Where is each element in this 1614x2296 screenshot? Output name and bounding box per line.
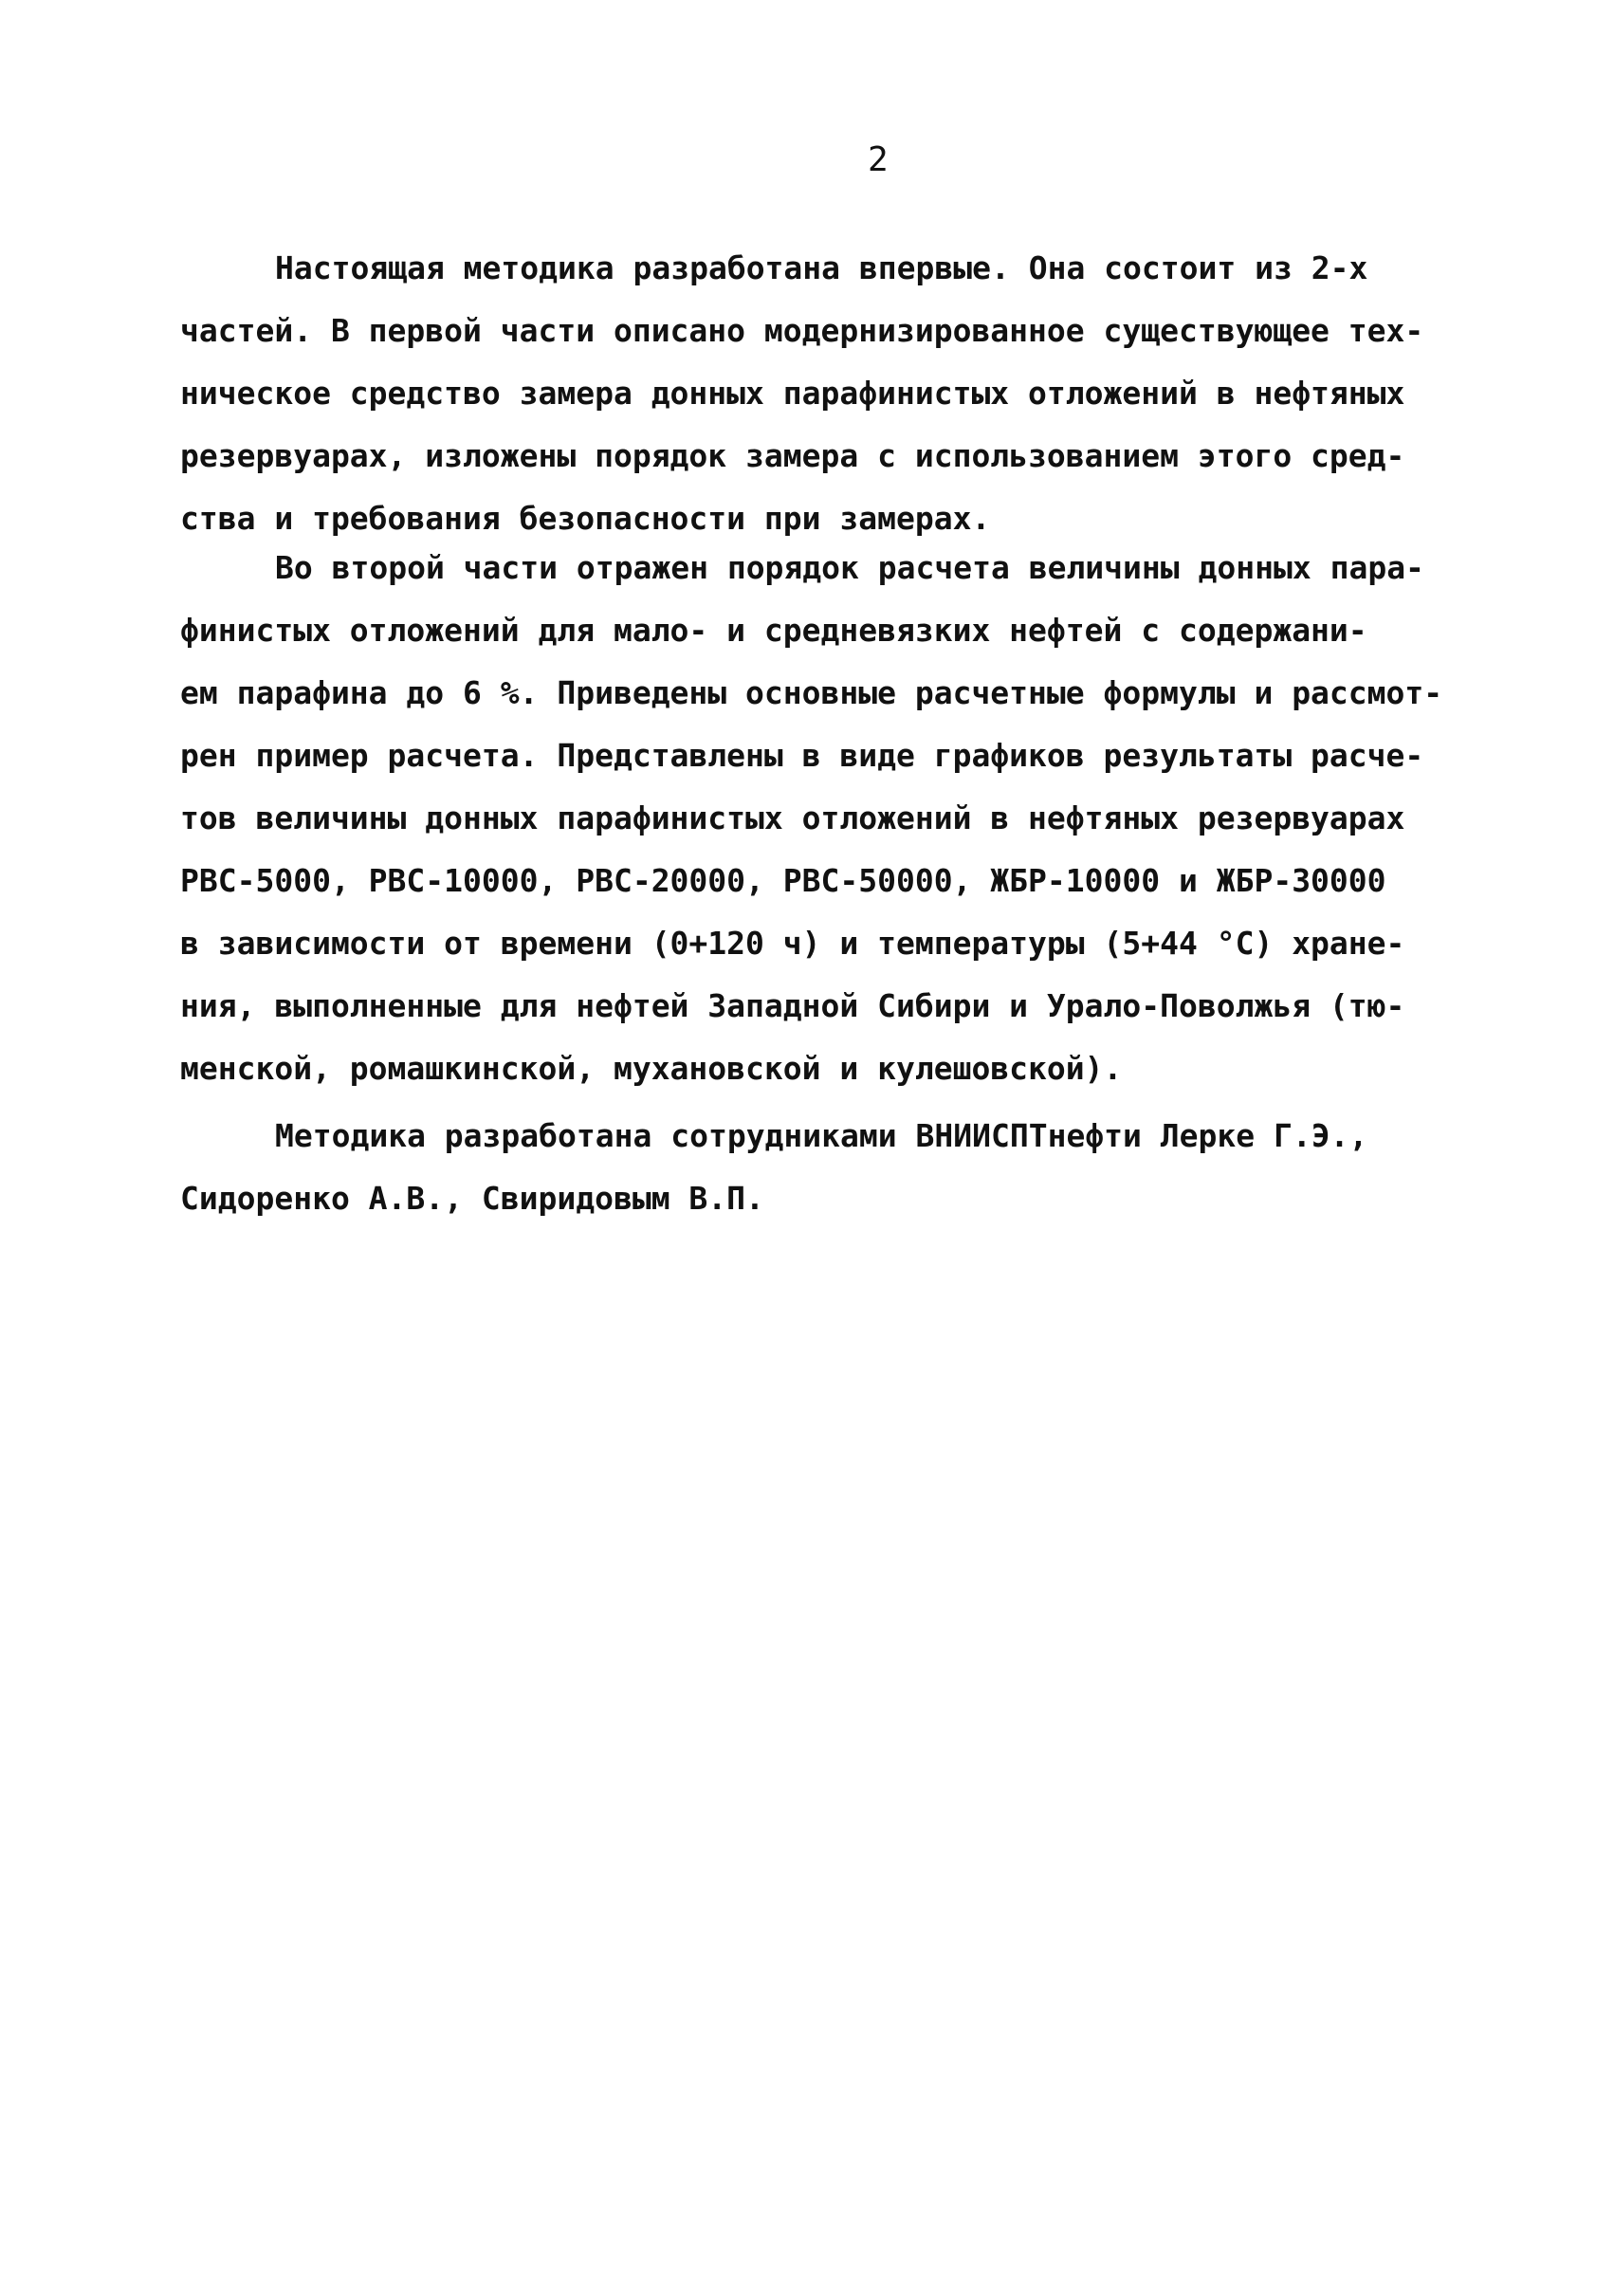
text-line: ния, выполненные для нефтей Западной Сибири и Урало-Поволжья (тю- bbox=[180, 987, 1405, 1024]
text-line: РВС-5000, РВС-10000, РВС-20000, РВС-50000, ЖБР-10000 и ЖБР-30000 bbox=[180, 862, 1386, 899]
paragraph-intro bbox=[180, 237, 1479, 550]
paragraph-second-part bbox=[180, 537, 1479, 1100]
text-line: тов величины донных парафинистых отложений в нефтяных резервуарах bbox=[180, 799, 1405, 836]
text-line: в зависимости от времени (0+120 ч) и температуры (5+44 °С) хране- bbox=[180, 925, 1405, 962]
text-line: финистых отложений для мало- и средневязких нефтей с содержани- bbox=[180, 612, 1367, 649]
page-number: 2 bbox=[868, 140, 889, 179]
text-line: резервуарах, изложены порядок замера с использованием этого сред- bbox=[180, 437, 1405, 474]
text-line: рен пример расчета. Представлены в виде графиков результаты расче- bbox=[180, 737, 1424, 774]
text-line: Методика разработана сотрудниками ВНИИСПТнефти Лерке Г.Э., bbox=[275, 1117, 1368, 1154]
text-line: ства и требования безопасности при замерах. bbox=[180, 500, 991, 537]
text-line: Настоящая методика разработана впервые. Она состоит из 2-х bbox=[275, 249, 1368, 286]
text-line: ем парафина до 6 %. Приведены основные расчетные формулы и рассмот- bbox=[180, 674, 1443, 711]
text-line: менской, ромашкинской, мухановской и кулешовской). bbox=[180, 1050, 1123, 1087]
text-line: Во второй части отражен порядок расчета величины донных пара- bbox=[275, 549, 1424, 586]
text-line: ническое средство замера донных парафинистых отложений в нефтяных bbox=[180, 375, 1405, 412]
paragraph-authors bbox=[180, 1105, 1479, 1230]
text-line: Сидоренко А.В., Свиридовым В.П. bbox=[180, 1180, 764, 1217]
text-line: частей. В первой части описано модернизированное существующее тех- bbox=[180, 312, 1424, 349]
